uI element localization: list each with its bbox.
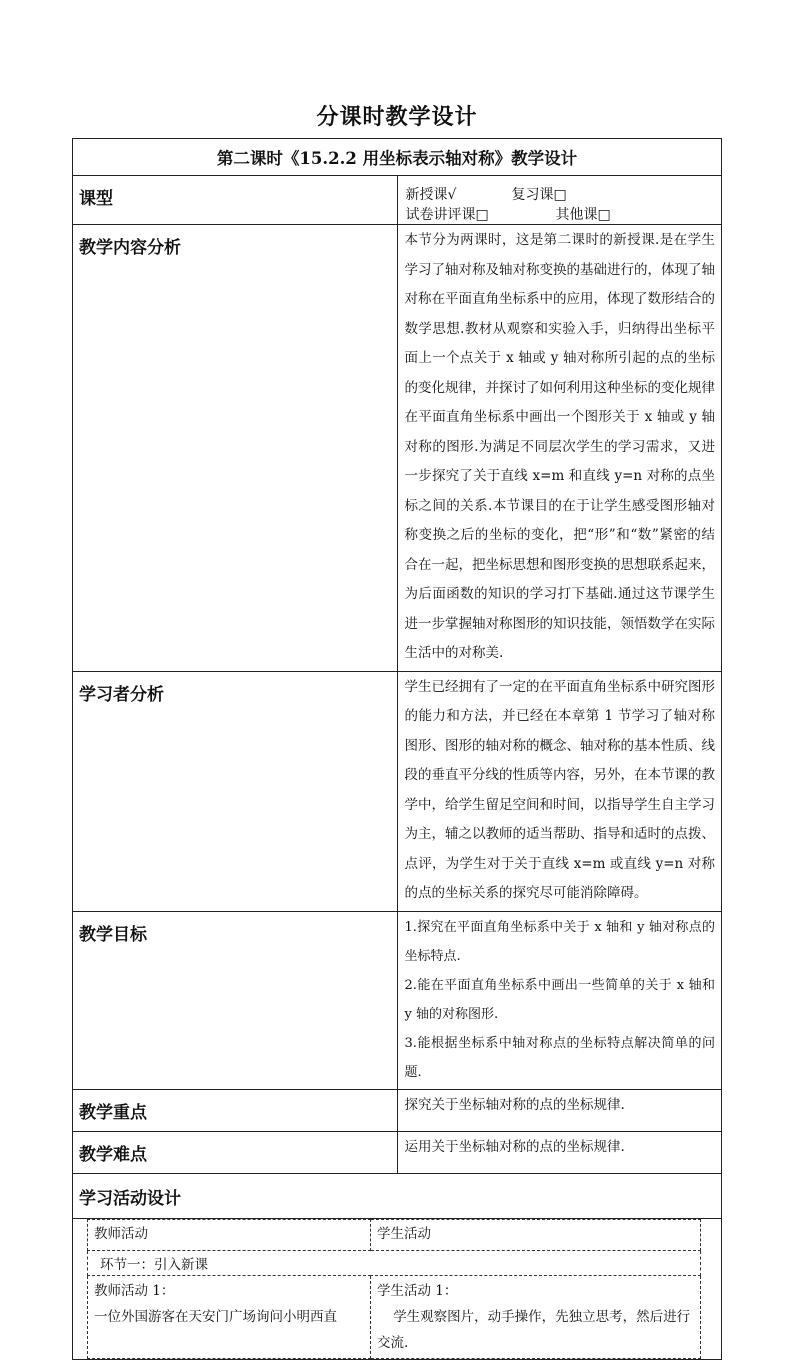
goal-item: 1.探究在平面直角坐标系中关于 x 轴和 y 轴对称点的坐标特点. xyxy=(404,919,715,964)
lesson-subtitle: 第二课时《15.2.2 用坐标表示轴对称》教学设计 xyxy=(73,139,722,176)
stage-label: 环节一：引入新课 xyxy=(88,1250,701,1275)
option-other-lesson: 其他课□ xyxy=(555,207,611,223)
activity-row xyxy=(73,1218,722,1359)
key-points-row xyxy=(73,1089,722,1131)
teacher-activity-title: 教师活动 1： xyxy=(94,1282,175,1299)
content-analysis-row xyxy=(73,225,722,672)
learner-analysis-text: 学生已经拥有了一定的在平面直角坐标系中研究图形的能力和方法，并已经在本章第 1 节学习了轴对称图形、图形的轴对称的概念、轴对称的基本性质、线段的垂直平分线的性质等内容，另外，在本节课的教学中，给学生留足空间和时间，以指导学生自主学习为主，辅之以教师的适当帮助、指导和适时的点拨、点评，为学生对于关于直线 x=m 或直线 y=n 对称的点的坐标关系的探究尽可能消除障碍。 xyxy=(397,671,722,911)
teacher-activity-text: 一位外国游客在天安门广场询问小明西直 xyxy=(94,1308,337,1325)
difficulties-row xyxy=(73,1131,722,1173)
teacher-activity-cell xyxy=(88,1275,371,1358)
activity-container xyxy=(73,1218,722,1359)
page-title: 分课时教学设计 xyxy=(316,104,478,130)
option-exam-review-lesson: 试卷讲评课□ xyxy=(405,207,489,223)
content-analysis-label: 教学内容分析 xyxy=(73,225,398,672)
activity-content-row xyxy=(88,1275,701,1358)
student-activity-title: 学生活动 1： xyxy=(377,1282,458,1299)
activity-design-label: 学习活动设计 xyxy=(73,1173,722,1218)
activity-table-header xyxy=(88,1219,701,1250)
key-points-text: 探究关于坐标轴对称的点的坐标规律. xyxy=(397,1089,722,1131)
lesson-type-label: 课型 xyxy=(73,176,398,225)
goal-item: 3.能根据坐标系中轴对称点的坐标特点解决简单的问题. xyxy=(404,1035,715,1080)
lesson-design-table xyxy=(72,138,722,1360)
student-activity-header: 学生活动 xyxy=(371,1219,701,1250)
student-activity-cell xyxy=(371,1275,701,1358)
lesson-type-options xyxy=(397,176,722,225)
option-new-lesson: 新授课√ xyxy=(405,187,457,203)
lesson-type-row xyxy=(73,176,722,225)
key-points-label: 教学重点 xyxy=(73,1089,398,1131)
learner-analysis-row xyxy=(73,671,722,911)
stage-row xyxy=(88,1250,701,1275)
learner-analysis-label: 学习者分析 xyxy=(73,671,398,911)
activity-header-row xyxy=(73,1173,722,1218)
goals-label: 教学目标 xyxy=(73,911,398,1089)
teacher-activity-header: 教师活动 xyxy=(88,1219,371,1250)
student-activity-text: 学生观察图片，动手操作，先独立思考，然后进行交流. xyxy=(377,1308,691,1351)
goals-list xyxy=(397,911,722,1089)
content-analysis-text: 本节分为两课时，这是第二课时的新授课.是在学生学习了轴对称及轴对称变换的基础进行的，体现了轴对称在平面直角坐标系中的应用，体现了数形结合的数学思想.教材从观察和实验入手，归纳得出坐标平面上一个点关于 x 轴或 y 轴对称所引起的点的坐标的变化规律，并探讨了如何利用这种坐标的变化规律在平面直角坐标系中画出一个图形关于 x 轴或 y 轴对称的图形.为满足不同层次学生的学习需求，又进一步探究了关于直线 x=m 和直线 y=n 对称的点坐标之间的关系.本节课目的在于让学生感受图形轴对称变换之后的坐标的变化，把“形”和“数”紧密的结合在一起，把坐标思想和图形变换的思想联系起来，为后面函数的知识的学习打下基础.通过这节课学生进一步掌握轴对称图形的知识技能，领悟数学在实际生活中的对称美. xyxy=(397,225,722,672)
goal-item: 2.能在平面直角坐标系中画出一些简单的关于 x 轴和 y 轴的对称图形. xyxy=(404,977,715,1022)
activity-table xyxy=(87,1219,701,1359)
difficulties-label: 教学难点 xyxy=(73,1131,398,1173)
option-review-lesson: 复习课□ xyxy=(511,187,567,203)
goals-row xyxy=(73,911,722,1089)
difficulties-text: 运用关于坐标轴对称的点的坐标规律. xyxy=(397,1131,722,1173)
